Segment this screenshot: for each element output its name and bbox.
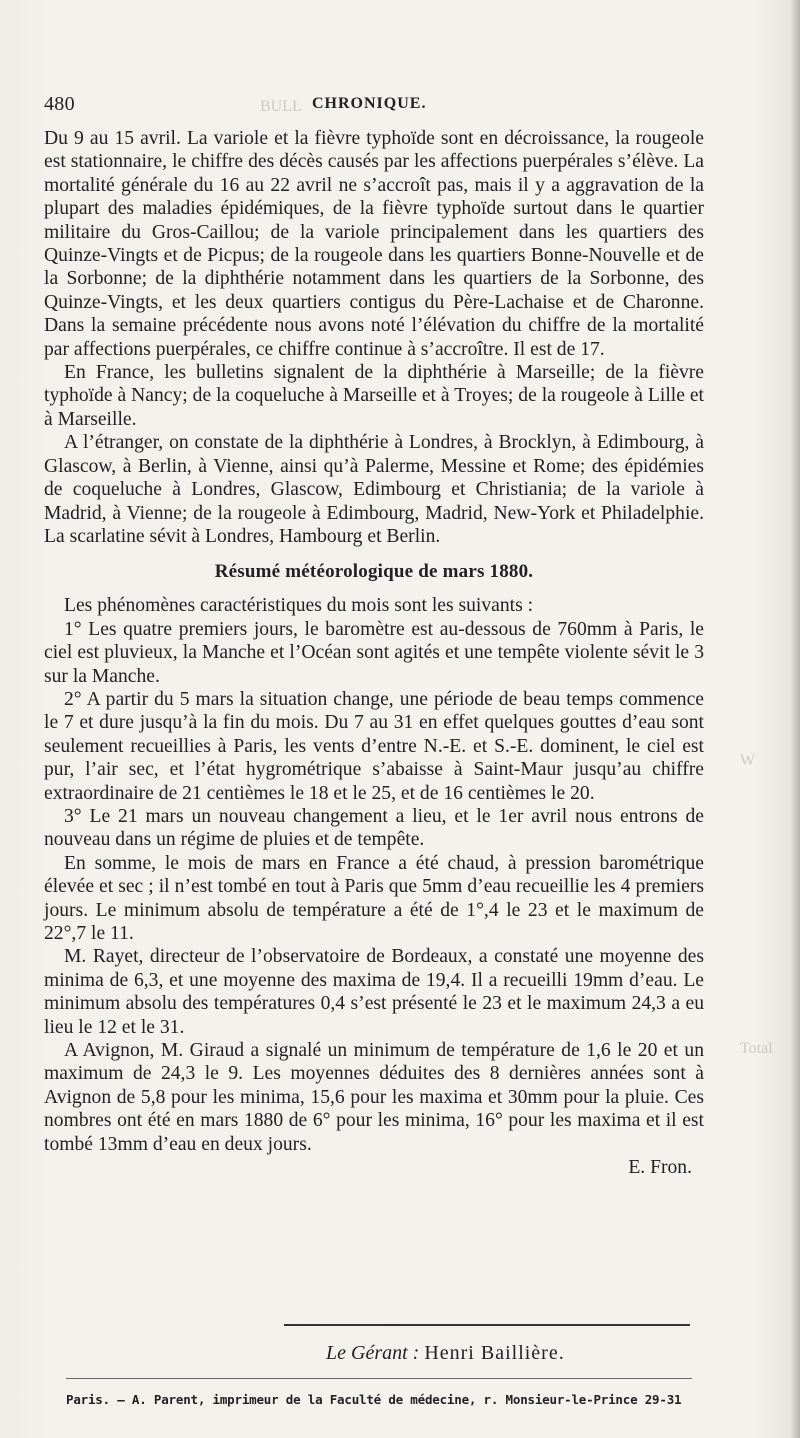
signature-line xyxy=(44,1156,704,1179)
paragraph: En France, les bulletins signalent de la diphthérie à Marseille; de la fièvre typhoïde à Nancy; de la coqueluche à Marseille et à Troyes; de la rougeole à Lille et à Marseille. xyxy=(44,362,704,430)
paragraph: A l’étranger, on constate de la diphthérie à Londres, à Brocklyn, à Edimbourg, à Glascow, à Berlin, à Vienne, ainsi qu’à Palerme, Messine et Rome; des épidémies de coqueluche à Londres, Glascow, Edimbourg et Christiania; de la variole à Madrid, à Vienne; de la rougeole à Edimbourg, Madrid, New-York et Philadelphie. La scarlatine sévit à Londres, Hambourg et Berlin. xyxy=(44,432,704,547)
paragraph: Du 9 au 15 avril. La variole et la fièvre typhoïde sont en décroissance, la rougeole est stationnaire, le chiffre des décès causés par les affections puerpérales s’élève. La mortalité générale du 16 au 22 avril ne s’accroît pas, mais il y a aggravation de la plupart des maladies épidémiques, de la fièvre typhoïde surtout dans le quartier militaire du Gros-Caillou; de la variole principalement dans les quartiers des Quinze-Vingts et de Picpus; de la rougeole dans les quartiers Bonne-Nouvelle et de la Sorbonne; de la diphthérie notamment dans les quartiers de la Sorbonne, des Quinze-Vingts, et les deux quartiers contigus du Père-Lachaise et de Charonne. Dans la semaine précédente nous avons noté l’élévation du chiffre de la mortalité par affections puerpérales, ce chiffre continue à s’accroître. Il est de 17. xyxy=(44,128,704,360)
bleed-through-text: Total xyxy=(740,1040,773,1057)
page-header xyxy=(44,93,704,117)
imprint-rule xyxy=(66,1378,692,1379)
running-title: CHRONIQUE. xyxy=(312,95,427,112)
page-number: 480 xyxy=(44,93,75,115)
bleed-through-text: BULL xyxy=(260,98,302,115)
printer-imprint: Paris. — A. Parent, imprimeur de la Faculté de médecine, r. Monsieur-le-Prince 29-31 xyxy=(66,1392,682,1407)
bleed-through-text: W xyxy=(740,752,756,769)
author-signature: E. Fron. xyxy=(628,1157,692,1179)
body-text xyxy=(44,127,704,1179)
page-edge-shadow xyxy=(790,0,800,1438)
paragraph: Les phénomènes caractéristiques du mois sont les suivants : xyxy=(64,595,534,617)
paragraph: M. Rayet, directeur de l’observatoire de Bordeaux, a constaté une moyenne des minima de 6,3, et une moyenne des maxima de 19,4. Il a recueilli 19mm d’eau. Le minimum absolu des températures 0,4 s’est présenté le 23 et le maximum 24,3 a eu lieu le 12 et le 31. xyxy=(44,946,704,1038)
paragraph: A Avignon, M. Giraud a signalé un minimum de température de 1,6 le 20 et un maximum de 24,3 le 9. Les moyennes déduites des 8 dernières années sont à Avignon de 5,8 pour les minima, 15,6 pour les maxima et 30mm pour la pluie. Ces nombres ont été en mars 1880 de 6° pour les minima, 16° pour les maxima et il est tombé 13mm d’eau en deux jours. xyxy=(44,1040,704,1155)
paragraph: En somme, le mois de mars en France a été chaud, à pression barométrique élevée et sec ; il n’est tombé en tout à Paris que 5mm d’eau recueillie les 4 premiers jours. Le minimum absolu de température a été de 1°,4 le 23 et le maximum de 22°,7 le 11. xyxy=(44,852,704,944)
gerant-line xyxy=(326,1342,696,1365)
gerant-role: Le Gérant : xyxy=(326,1342,420,1364)
gerant-name: Henri Baillière. xyxy=(424,1342,565,1364)
closing-rule xyxy=(284,1324,690,1326)
paragraph: 2° A partir du 5 mars la situation change, une période de beau temps commence le 7 et dure jusqu’à la fin du mois. Du 7 au 31 en effet quelques gouttes d’eau sont seulement recueillies à Paris, les vents d’entre N.-E. et S.-E. dominent, le ciel est pur, l’air sec, et l’état hygrométrique s’abaisse à Saint-Maur jusqu’au chiffre extraordinaire de 21 centièmes le 18 et le 25, et de 16 centièmes le 20. xyxy=(44,688,704,804)
paragraph: 1° Les quatre premiers jours, le baromètre est au-dessous de 760mm à Paris, le ciel est pluvieux, la Manche et l’Océan sont agités et une tempête violente sévit le 3 sur la Manche. xyxy=(44,618,704,687)
paragraph: 3° Le 21 mars un nouveau changement a lieu, et le 1er avril nous entrons de nouveau dans un régime de pluies et de tempête. xyxy=(44,805,704,851)
section-heading: Résumé météorologique de mars 1880. xyxy=(214,561,534,583)
